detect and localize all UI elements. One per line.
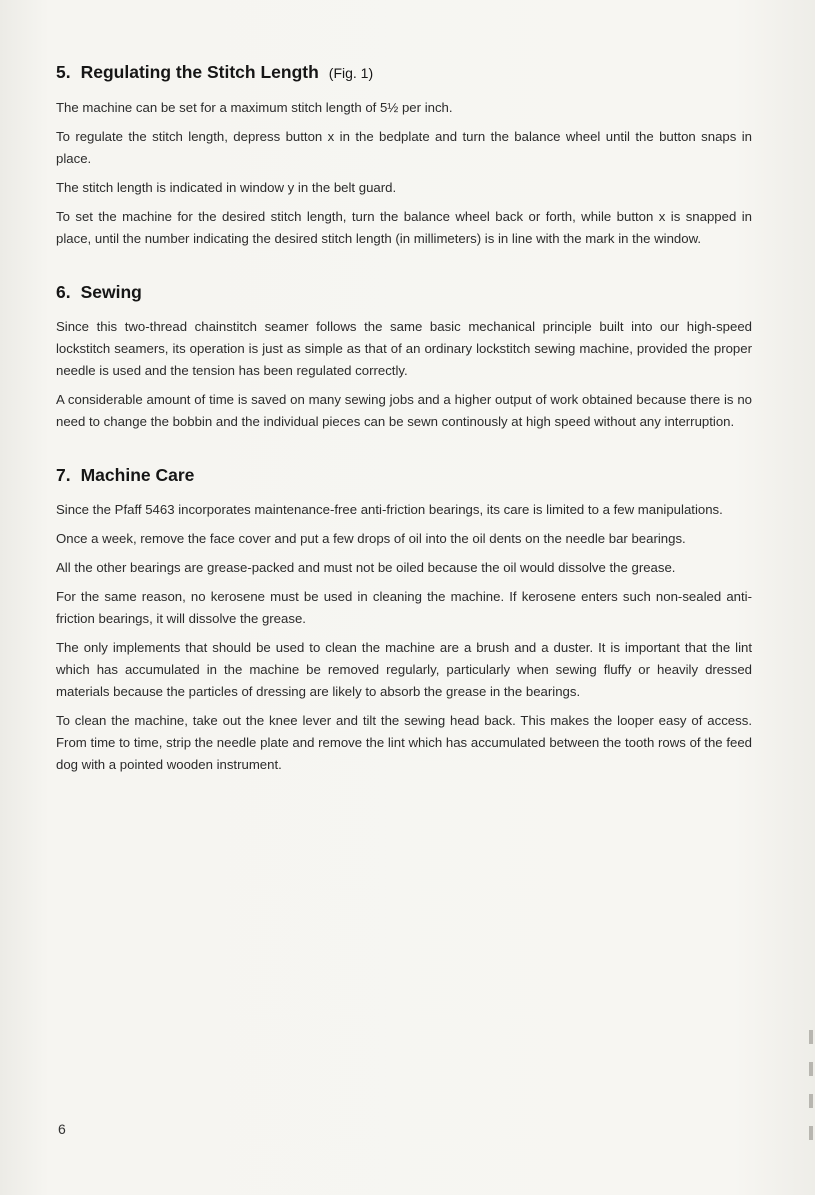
paragraph: The stitch length is indicated in window y in the belt guard. [56, 180, 397, 195]
page-content [56, 60, 752, 806]
section-heading [56, 280, 752, 304]
section-number: 7. [56, 465, 71, 485]
paragraph: Since this two-thread chainstitch seamer follows the same basic mechanical principle built into our high-speed lockstitch seamers, its operation is just as simple as that of an ordinary lockstitch sewing machine, provided the proper needle is used and the tension has been regulated correctly. [56, 319, 752, 378]
section-title: Regulating the Stitch Length [80, 62, 319, 82]
figure-reference: (Fig. 1) [328, 65, 374, 81]
page-number: 6 [58, 1121, 66, 1137]
section-number: 5. [56, 62, 71, 82]
section-heading [56, 463, 752, 487]
section-sewing [56, 280, 752, 433]
paragraph: Since the Pfaff 5463 incorporates maintenance-free anti-friction bearings, its care is limited to a few manipulations. [56, 502, 723, 517]
paragraph: For the same reason, no kerosene must be used in cleaning the machine. If kerosene enters such non-sealed anti-friction bearings, it will dissolve the grease. [56, 589, 752, 626]
section-heading [56, 60, 752, 85]
paragraph: To set the machine for the desired stitch length, turn the balance wheel back or forth, while button x is snapped in place, until the number indicating the desired stitch length (in millimeters) is in line with the mark in the window. [56, 209, 752, 246]
scan-edge-mark [809, 1062, 813, 1076]
scan-edge-mark [809, 1094, 813, 1108]
paragraph: A considerable amount of time is saved on many sewing jobs and a higher output of work obtained because there is no need to change the bobbin and the individual pieces can be sewn continously at high speed without any interruption. [56, 392, 752, 429]
paragraph: The machine can be set for a maximum stitch length of 5½ per inch. [56, 100, 453, 115]
paragraph: To clean the machine, take out the knee lever and tilt the sewing head back. This makes the looper easy of access. From time to time, strip the needle plate and remove the lint which has accumulated between the tooth rows of the feed dog with a pointed wooden instrument. [56, 713, 752, 772]
section-number: 6. [56, 282, 71, 302]
scan-edge-mark [809, 1030, 813, 1044]
scan-edge-mark [809, 1126, 813, 1140]
paragraph: The only implements that should be used to clean the machine are a brush and a duster. It is important that the lint which has accumulated in the machine be removed regularly, particularly when sewing fluffy or heavily dressed materials because the particles of dressing are likely to absorb the grease in the bearings. [56, 640, 752, 699]
paragraph: Once a week, remove the face cover and put a few drops of oil into the oil dents on the needle bar bearings. [56, 531, 686, 546]
section-title: Sewing [80, 282, 142, 302]
section-title: Machine Care [80, 465, 195, 485]
section-regulating-stitch-length [56, 60, 752, 250]
paragraph: To regulate the stitch length, depress button x in the bedplate and turn the balance wheel until the button snaps in place. [56, 129, 752, 166]
section-machine-care [56, 463, 752, 776]
paragraph: All the other bearings are grease-packed and must not be oiled because the oil would dissolve the grease. [56, 560, 676, 575]
